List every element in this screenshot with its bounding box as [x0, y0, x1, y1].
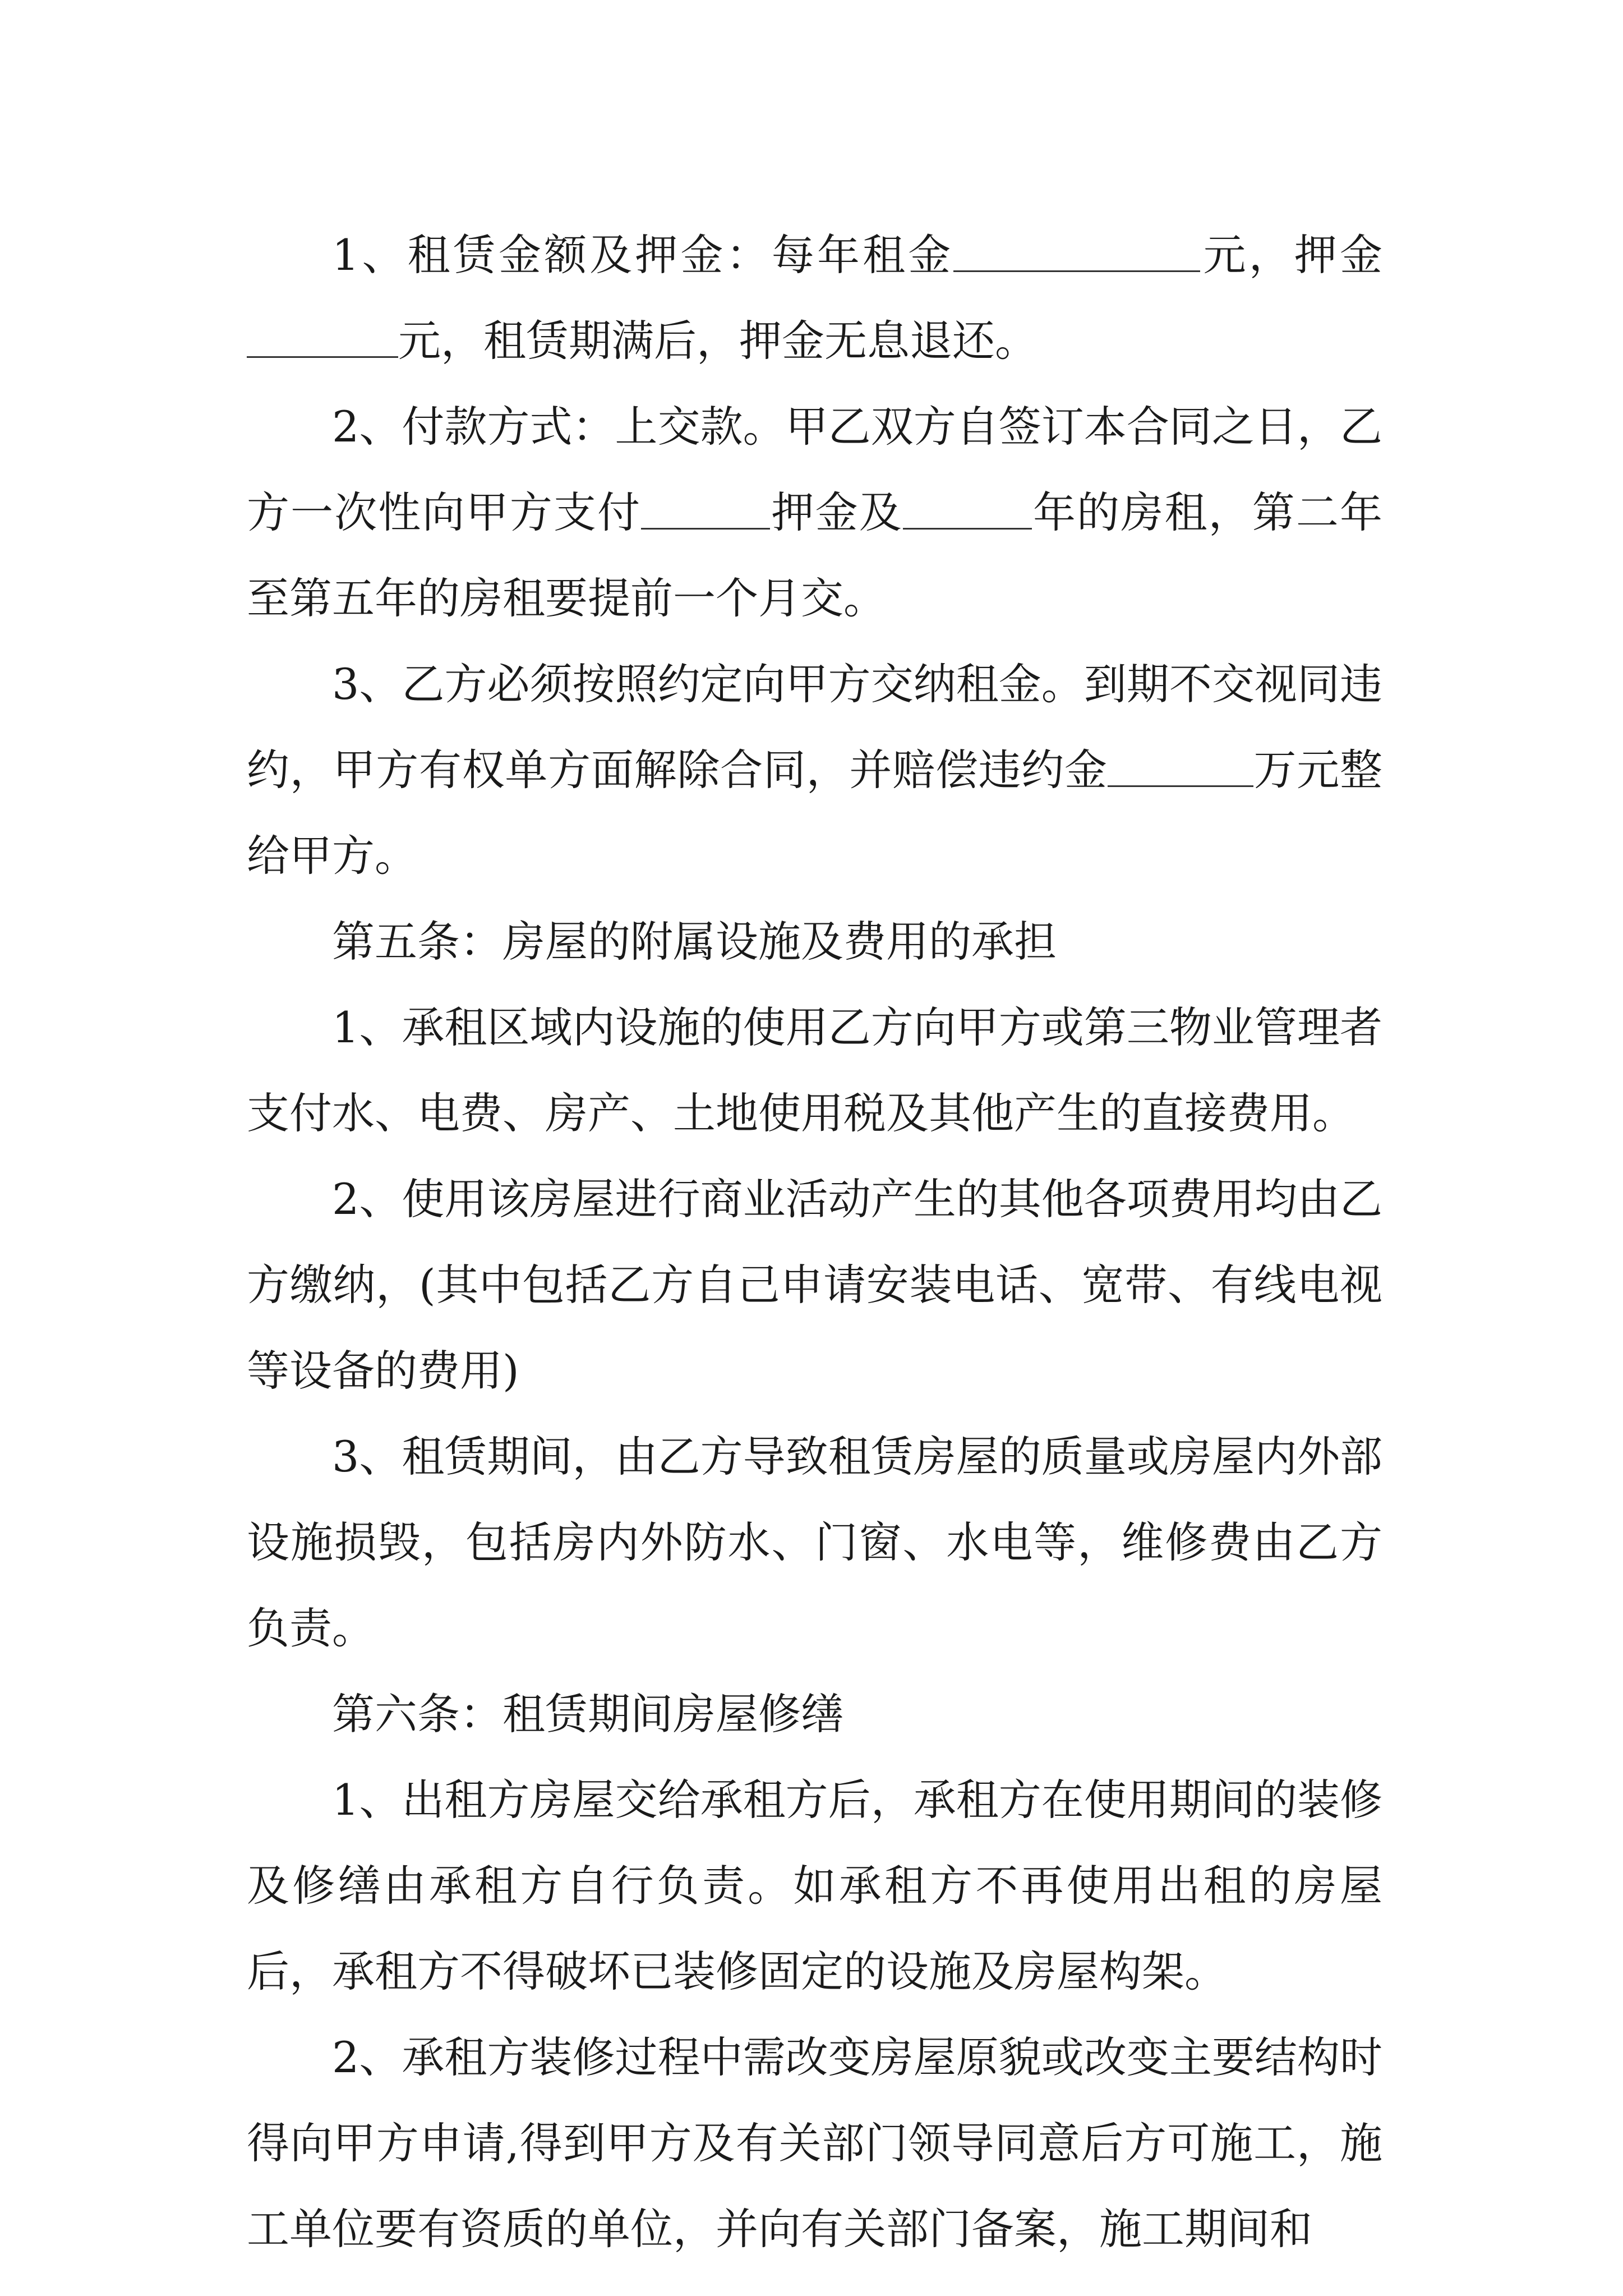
clause5-heading: 第五条：房屋的附属设施及费用的承担: [332, 917, 1057, 967]
text: 3、乙方必须按照约定向甲方交纳租金。到期不交视同违约，甲方有权单方面解除合同，并赔偿违约金: [247, 659, 1382, 795]
text: 2、付款方式：上交款。甲乙双方自签订本合同之日，乙方一次性向甲方支付: [247, 402, 1382, 537]
text: 元，押金: [1200, 230, 1383, 280]
text: 元，租赁期满后，押金无息退还。: [398, 316, 1038, 366]
text: 1、租赁金额及押金：每年租金: [332, 230, 954, 280]
clause5-item2: 2、使用该房屋进行商业活动产生的其他各项费用均由乙方缴纳，(其中包括乙方自己申请安装电话、宽带、有线电视等设备的费用): [247, 1174, 1382, 1396]
clause4-item1: [247, 212, 1382, 384]
clause4-item3: [247, 641, 1382, 899]
blank-penalty: [1108, 745, 1253, 787]
clause6-item1: 1、出租方房屋交给承租方后，承租方在使用期间的装修及修缮由承租方自行负责。如承租方不再使用出租的房屋后，承租方不得破坏已装修固定的设施及房屋构架。: [247, 1775, 1382, 1996]
text: 万元整给甲方。: [247, 745, 1383, 881]
clause5-item1: 1、承租区域内设施的使用乙方向甲方或第三物业管理者支付水、电费、房产、土地使用税及其他产生的直接费用。: [247, 1002, 1382, 1138]
clause4-item2: [247, 384, 1382, 641]
blank-deposit-amount: [641, 487, 770, 530]
clause5-item3: 3、租赁期间，由乙方导致租赁房屋的质量或房屋内外部设施损毁，包括房内外防水、门窗、水电等，维修费由乙方负责。: [247, 1432, 1382, 1653]
text: 年的房租，第二年至第五年的房租要提前一个月交。: [247, 487, 1383, 623]
blank-years: [903, 487, 1032, 530]
text: 押金及: [770, 487, 903, 537]
clause6-heading: 第六条：租赁期间房屋修缮: [332, 1689, 843, 1739]
document-page: [247, 212, 1382, 2272]
blank-deposit: [247, 316, 398, 358]
blank-annual-rent: [953, 230, 1200, 272]
clause6-item2: 2、承租方装修过程中需改变房屋原貌或改变主要结构时得向甲方申请,得到甲方及有关部门领导同意后方可施工，施工单位要有资质的单位，并向有关部门备案，施工期间和: [247, 2032, 1382, 2254]
